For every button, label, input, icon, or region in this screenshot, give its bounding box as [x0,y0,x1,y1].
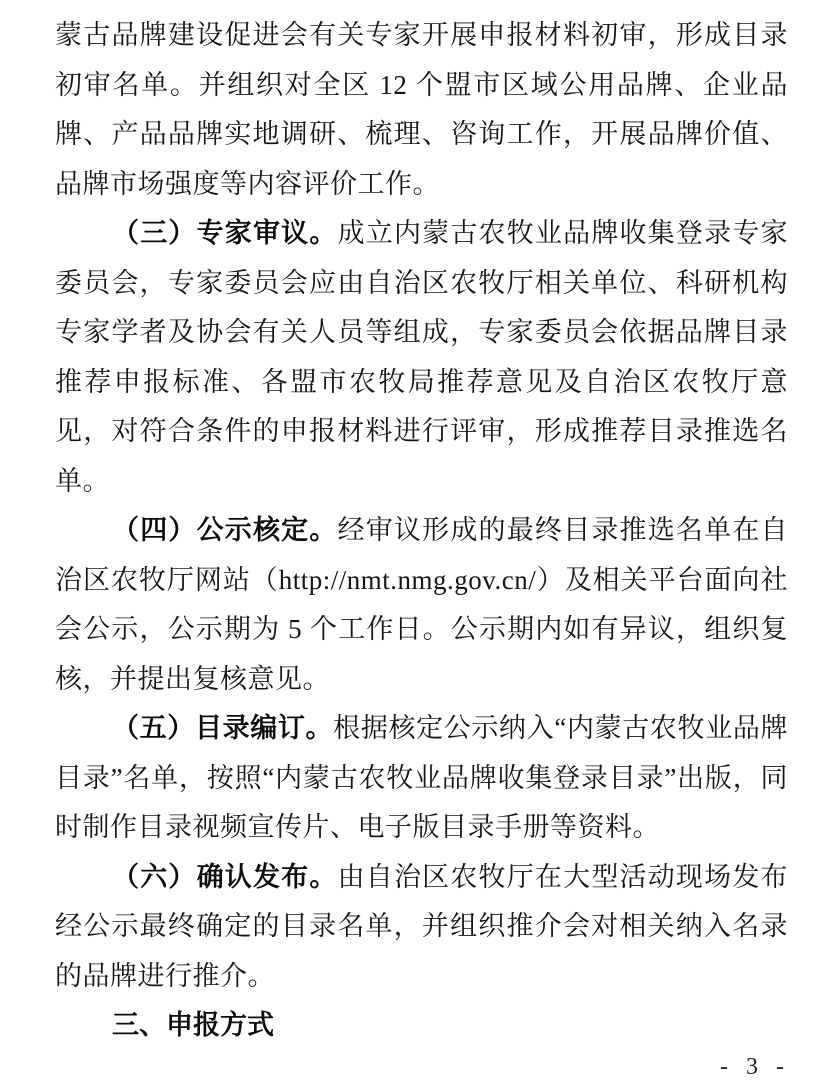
continuation-paragraph: 蒙古品牌建设促进会有关专家开展申报材料初审，形成目录初审名单。并组织对全区 12 个盟市区域公用品牌、企业品牌、产品品牌实地调研、梳理、咨询工作，开展品牌价值、品牌市场强度等内容评价工作。 [55,20,788,199]
page-number: - 3 - [720,1054,790,1080]
section-paragraph-3 [55,209,788,506]
section-heading-3: （三）专家审议。 [112,218,338,248]
section-paragraph-5 [55,704,788,853]
section-heading-6: （六）确认发布。 [112,861,338,892]
section-text-4: 经审议形成的最终目录推选名单在自治区农牧厅网站（http://nmt.nmg.gov.cn/）及相关平台面向社会公示，公示期为 5 个工作日。公示期内如有异议，组织复核，并提出复核意见。 [55,515,789,694]
closing-heading: 三、申报方式 [112,1010,274,1040]
section-text-3: 成立内蒙古农牧业品牌收集登录专家委员会，专家委员会应由自治区农牧厅相关单位、科研机构专家学者及协会有关人员等组成，专家委员会依据品牌目录推荐申报标准、各盟市农牧局推荐意见及自治区农牧厅意见，对符合条件的申报材料进行评审，形成推荐目录推选名单。 [55,218,789,496]
section-paragraph-4 [55,506,788,704]
section-heading-5: （五）目录编订。 [112,713,334,743]
section-heading-4: （四）公示核定。 [112,515,338,545]
section-text-5: 根据核定公示纳入“内蒙古农牧业品牌目录”名单，按照“内蒙古农牧业品牌收集登录目录”出版，同时制作目录视频宣传片、电子版目录手册等资料。 [55,713,788,842]
document-body [55,11,788,1051]
section-text-6: 由自治区农牧厅在大型活动现场发布经公示最终确定的目录名单，并组织推介会对相关纳入名录的品牌进行推介。 [55,861,789,991]
section-paragraph-6 [55,853,788,1002]
